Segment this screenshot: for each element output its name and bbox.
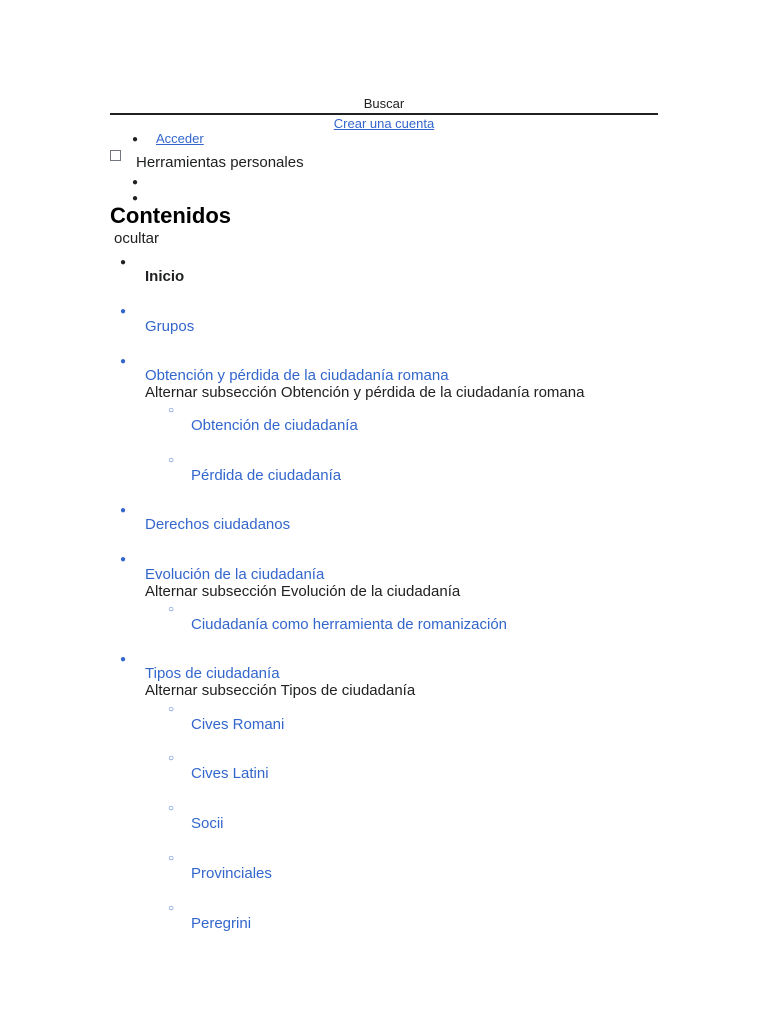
bullet-icon: ● — [132, 193, 139, 204]
bullet-icon: ● — [120, 257, 127, 268]
circle-bullet-icon: ○ — [168, 903, 175, 914]
toc-item-romanizacion[interactable]: Ciudadanía como herramienta de romanización — [191, 616, 508, 633]
toc-item-cives-romani[interactable]: Cives Romani — [191, 716, 285, 733]
toc-title: Contenidos — [110, 203, 231, 228]
toc-item-provinciales[interactable]: Provinciales — [191, 865, 272, 882]
circle-bullet-icon: ○ — [168, 405, 175, 416]
personal-tools-label[interactable]: Herramientas personales — [136, 154, 304, 171]
circle-bullet-icon: ○ — [168, 604, 175, 615]
bullet-icon: ● — [132, 134, 139, 145]
toc-item-perdida-ciudadania[interactable]: Pérdida de ciudadanía — [191, 467, 342, 484]
bullet-icon: ● — [120, 505, 127, 516]
toc-subsection-toggle[interactable]: Alternar subsección Evolución de la ciudadanía — [145, 583, 461, 600]
toc-item-tipos[interactable]: Tipos de ciudadanía — [145, 665, 280, 682]
toc-hide-toggle[interactable]: ocultar — [114, 230, 160, 247]
login-link[interactable]: Acceder — [156, 131, 204, 146]
toc-item-peregrini[interactable]: Peregrini — [191, 915, 252, 932]
toc-item-obtencion-perdida[interactable]: Obtención y pérdida de la ciudadanía romana — [145, 367, 449, 384]
circle-bullet-icon: ○ — [168, 753, 175, 764]
toc-subsection-toggle[interactable]: Alternar subsección Tipos de ciudadanía — [145, 682, 416, 699]
toc-subsection-toggle[interactable]: Alternar subsección Obtención y pérdida de la ciudadanía romana — [145, 384, 585, 401]
bullet-icon: ● — [120, 654, 127, 665]
create-account-link[interactable]: Crear una cuenta — [333, 116, 435, 131]
search-divider — [110, 113, 658, 115]
circle-bullet-icon: ○ — [168, 455, 175, 466]
circle-bullet-icon: ○ — [168, 704, 175, 715]
toc-item-inicio[interactable]: Inicio — [145, 268, 185, 285]
toc-item-grupos[interactable]: Grupos — [145, 318, 195, 335]
toc-item-socii[interactable]: Socii — [191, 815, 224, 832]
toc-item-evolucion[interactable]: Evolución de la ciudadanía — [145, 566, 325, 583]
bullet-icon: ● — [132, 177, 139, 188]
circle-bullet-icon: ○ — [168, 803, 175, 814]
toc-item-cives-latini[interactable]: Cives Latini — [191, 765, 269, 782]
circle-bullet-icon: ○ — [168, 853, 175, 864]
bullet-icon: ● — [120, 554, 127, 565]
search-label[interactable]: Buscar — [363, 96, 405, 111]
toc-item-derechos[interactable]: Derechos ciudadanos — [145, 516, 291, 533]
toc-item-obtencion-ciudadania[interactable]: Obtención de ciudadanía — [191, 417, 358, 434]
bullet-icon: ● — [120, 356, 127, 367]
personal-tools-checkbox[interactable] — [110, 150, 121, 161]
bullet-icon: ● — [120, 306, 127, 317]
